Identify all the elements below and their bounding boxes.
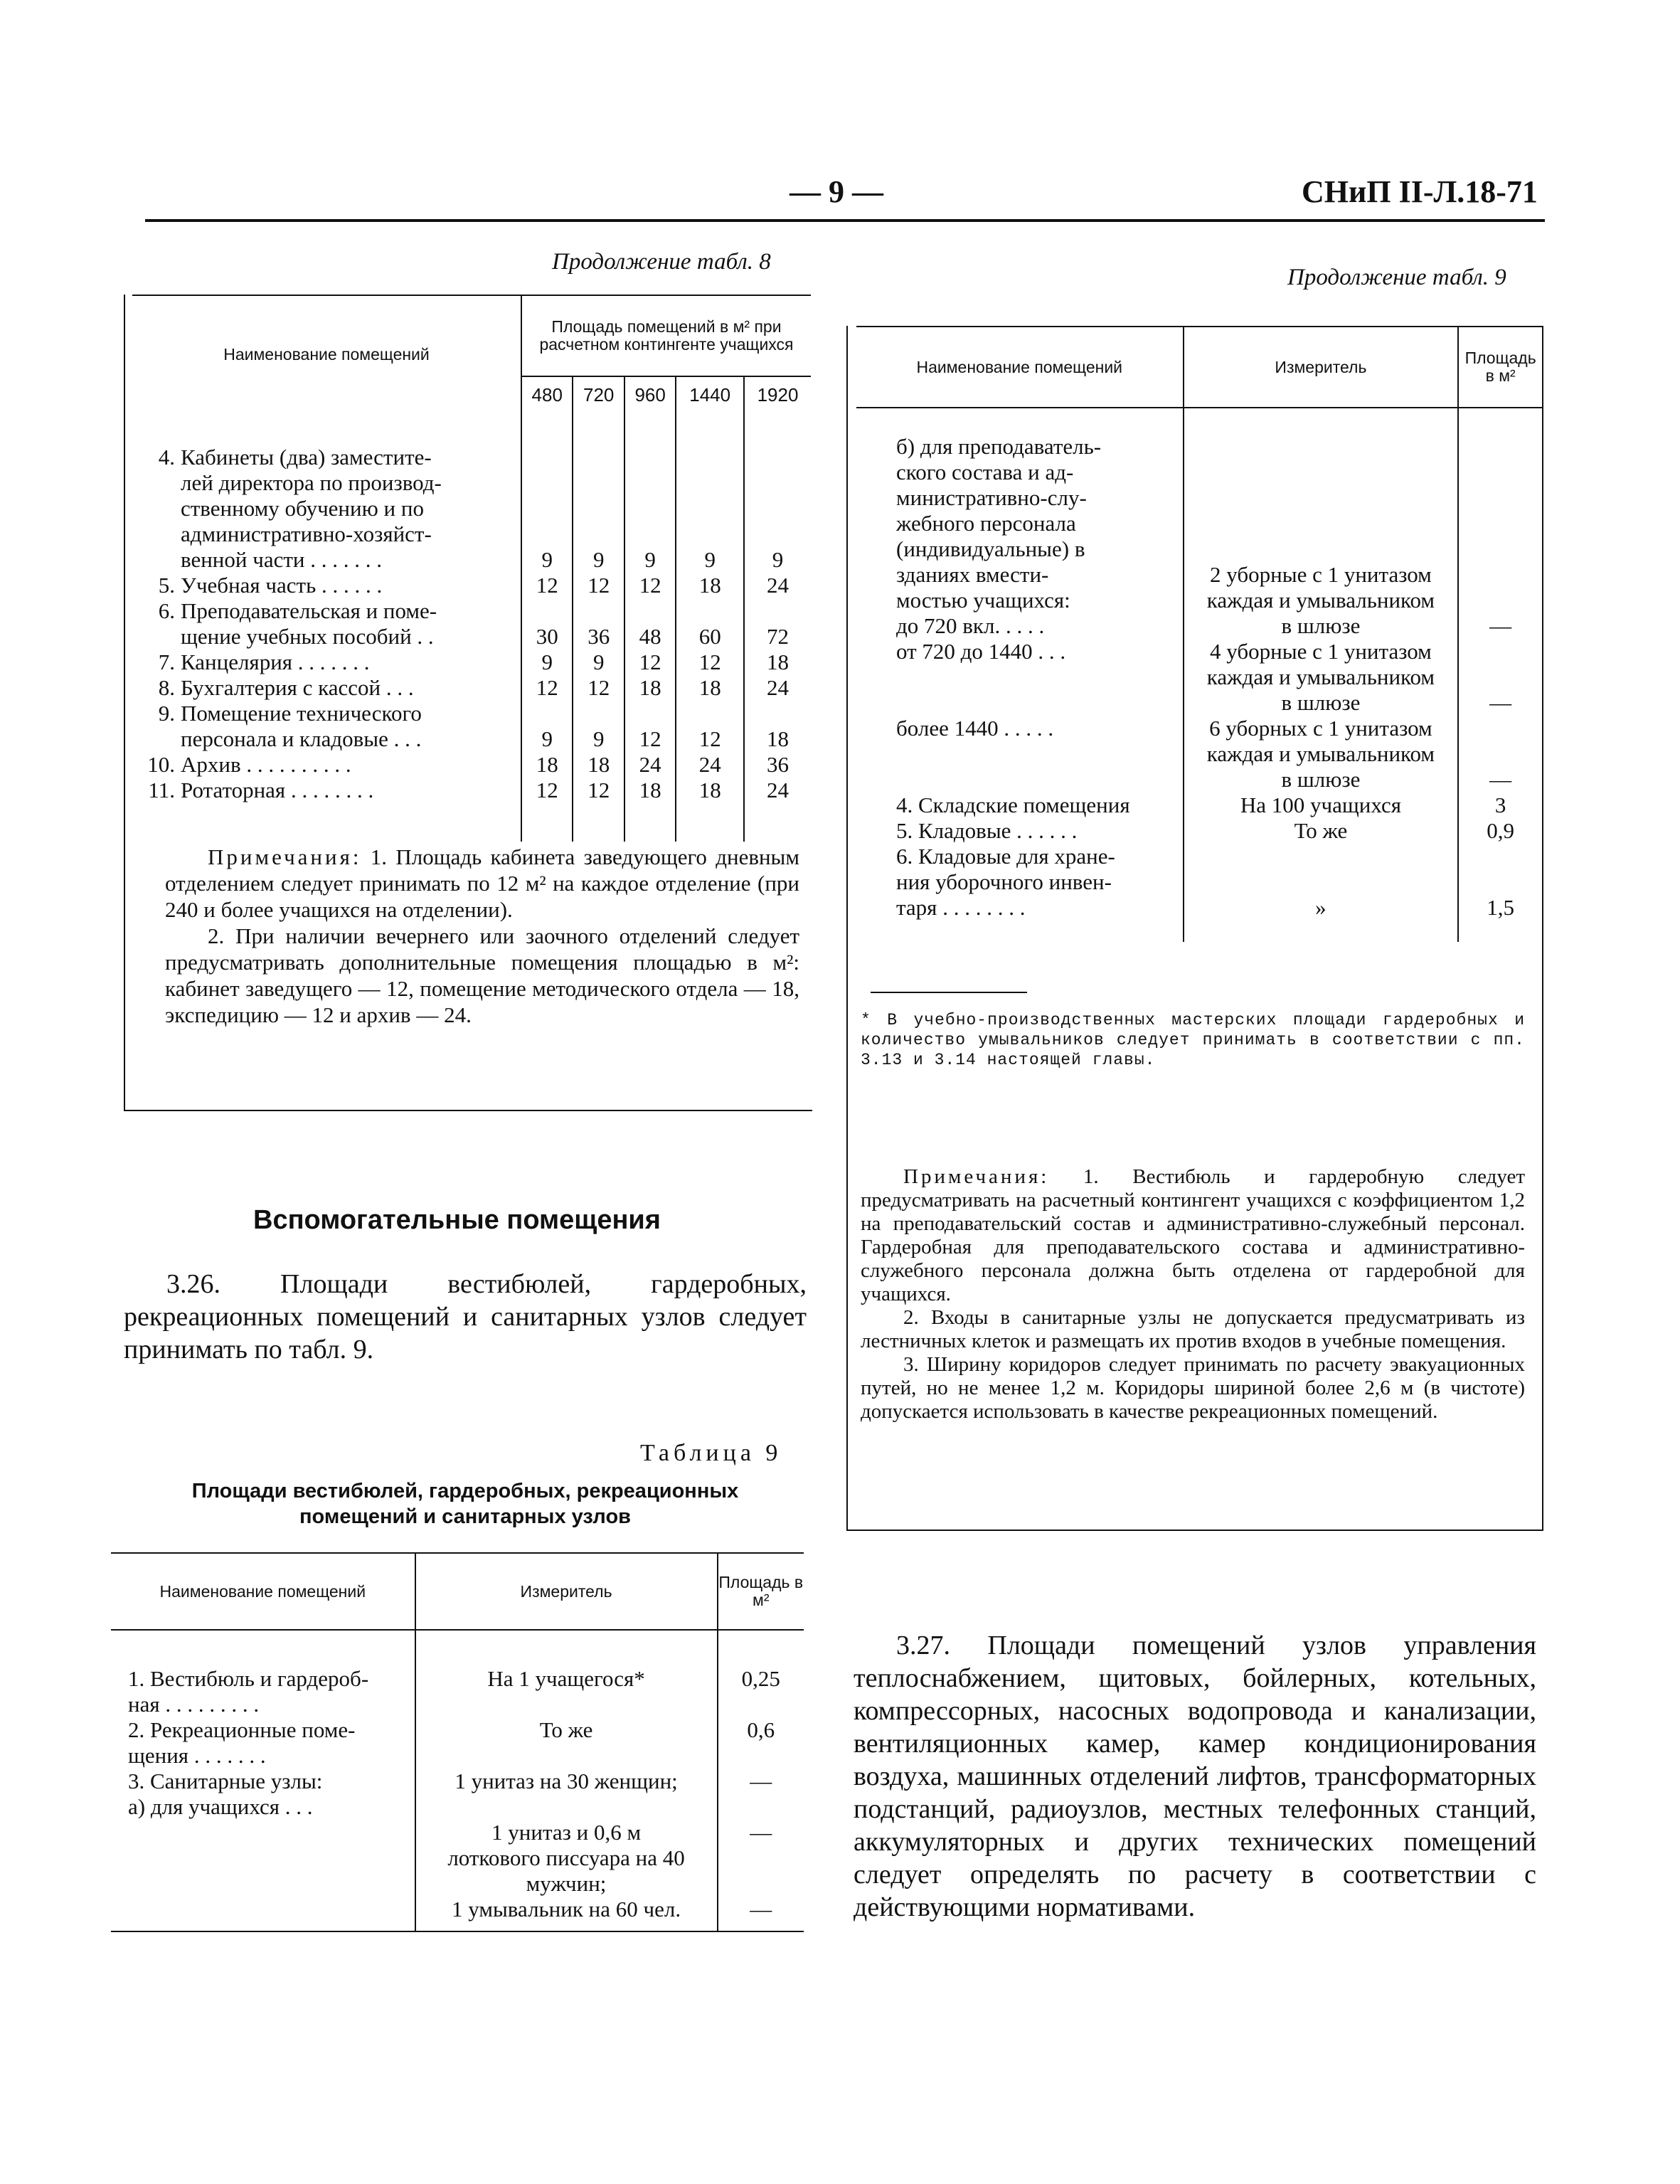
table9-bottom-rule bbox=[846, 1530, 1542, 1531]
table9-notes-label: Примечания: bbox=[903, 1165, 1050, 1188]
table9-cont-spacer-cell bbox=[1458, 408, 1542, 434]
table8-continuation-caption: Продолжение табл. 8 bbox=[552, 249, 771, 275]
table8-cell-value: 9 bbox=[573, 701, 624, 752]
table8-note-1: 1. Площадь кабинета заведующего дневным отделением следует принимать по 12 м² на каждое отделение (при 240 и более учащихся на отделении). bbox=[165, 844, 800, 922]
table8-spacer-row bbox=[132, 413, 811, 445]
table9-part1-body bbox=[111, 1630, 804, 1931]
table8-row-line: щение учебных пособий . . bbox=[181, 624, 434, 649]
table9-cont-row-meter: 6 уборных с 1 унитазом каждая и умывальником в шлюзе bbox=[1184, 716, 1459, 793]
table9-cont-row-name bbox=[856, 639, 1184, 716]
table9-note-2: 2. Входы в санитарные узлы не допускается предусматривать из лестничных клеток и размещать их против входов в учебные помещения. bbox=[861, 1306, 1525, 1352]
table8-cell-value: 9 bbox=[521, 701, 573, 752]
table8-row-line: Учебная часть . . . . . . bbox=[181, 573, 383, 598]
table8-row-line: Архив . . . . . . . . . . bbox=[181, 752, 351, 777]
table8-row-line: Канцелярия . . . . . . . bbox=[181, 650, 370, 674]
table9-row-meter: То же bbox=[415, 1717, 718, 1769]
table9-cont-header-meter: Измеритель bbox=[1184, 327, 1459, 408]
table9-row-area: — bbox=[718, 1897, 804, 1931]
table8-notes bbox=[165, 844, 799, 1028]
table9-footnote: * В учебно-производственных мастерских площади гардеробных и количество умывальников следует принимать в соответствии с пп. 3.13 и 3.14 настоящей главы. bbox=[861, 1011, 1525, 1069]
table8-cell-value: 24 bbox=[744, 573, 811, 598]
table9-cont-row-name-line: от 720 до 1440 . . . bbox=[896, 639, 1066, 664]
table8-cell-value: 9 bbox=[624, 445, 676, 573]
table8-row-name bbox=[132, 445, 521, 573]
table8-cell-value: 12 bbox=[521, 675, 573, 701]
table9-cont-row-name-line: ния уборочного инвен- bbox=[896, 869, 1112, 894]
table8-row-line: венной части . . . . . . . bbox=[181, 547, 382, 572]
table8-row-line: Бухгалтерия с кассой . . . bbox=[181, 675, 414, 700]
table9-cont-row-name-line: 6. Кладовые для хране- bbox=[896, 844, 1115, 869]
table8-contingent-720: 720 bbox=[573, 376, 624, 413]
table8-row bbox=[132, 701, 811, 752]
table9-cont-row-name-line: ского состава и ад- bbox=[896, 460, 1074, 484]
table8-cell-value: 24 bbox=[744, 778, 811, 803]
table8-row-name bbox=[132, 598, 521, 650]
table8-fill-cell bbox=[521, 803, 573, 842]
table8-row-line: Преподавательская и поме- bbox=[181, 598, 437, 623]
table9-cont-end-cell bbox=[1184, 921, 1459, 942]
table9-cont-row-area: 0,9 bbox=[1458, 818, 1542, 844]
table8-row-label bbox=[181, 650, 515, 675]
table9-row-area: 0,25 bbox=[718, 1666, 804, 1717]
table9-row-area: 0,6 bbox=[718, 1717, 804, 1769]
table9-cont-row-name-line: министративно-слу- bbox=[896, 485, 1087, 510]
table9-row-name bbox=[111, 1897, 415, 1931]
table9-row bbox=[111, 1666, 804, 1717]
table9-cont-row-name-line: б) для преподаватель- bbox=[896, 434, 1102, 459]
table8-cell-value: 24 bbox=[676, 752, 744, 778]
table9-cont-row-name-line: (индивидуальные) в bbox=[896, 536, 1085, 561]
table8-row-line: административно-хозяйст- bbox=[181, 521, 432, 546]
table9-header-meter: Измеритель bbox=[415, 1553, 718, 1630]
table8-fill-cell bbox=[624, 803, 676, 842]
table8-row-label bbox=[181, 573, 515, 598]
table9-row-name-line: 1. Вестибюль и гардероб- bbox=[128, 1666, 369, 1691]
table9-cont-row-name-line: 5. Кладовые . . . . . . bbox=[896, 818, 1078, 843]
table8-header-name: Наименование помещений bbox=[132, 295, 521, 413]
table9-note-3: 3. Ширину коридоров следует принимать по расчету эвакуационных путей, но не менее 1,2 м. Коридоры шириной более 2,6 м (в чистоте) допускается использовать в качестве рекреационных помещений. bbox=[861, 1353, 1525, 1423]
table8-contingent-480: 480 bbox=[521, 376, 573, 413]
table9-row-name bbox=[111, 1820, 415, 1897]
table8-cell-value: 9 bbox=[744, 445, 811, 573]
table8-row-label bbox=[181, 675, 515, 701]
table8-cell-value: 12 bbox=[624, 573, 676, 598]
table8-cell-value: 30 bbox=[521, 598, 573, 650]
section-heading: Вспомогательные помещения bbox=[253, 1205, 661, 1235]
table8-row-line: ственному обучению и по bbox=[181, 496, 424, 521]
table8-note-2: 2. При наличии вечернего или заочного отделений следует предусматривать дополнительные помещения площадью в м²: кабинет заведущего — 12, помещение методического отдела — 18, экспедицию — 12 и архив — 24. bbox=[165, 923, 799, 1027]
table9-cont-row bbox=[856, 844, 1542, 921]
table8-cell-value: 18 bbox=[573, 752, 624, 778]
table9-cont-row-meter: На 100 учащихся bbox=[1184, 793, 1459, 818]
table9-cont-spacer-row bbox=[856, 408, 1542, 434]
page-number: — 9 — bbox=[790, 174, 883, 209]
table9-cont-row bbox=[856, 716, 1542, 793]
table9-cont-row-area: — bbox=[1458, 639, 1542, 716]
paragraph-3-27: 3.27. Площади помещений узлов управления теплоснабжением, щитовых, бойлерных, котельных, компрессорных, насосных водопровода и канализации, вентиляционных камер, камер кондиционирования воздуха, машинных отделений лифтов, трансформаторных подстанций, радиоузлов, местных телефонных станций, аккумуляторных и других технических помещений следует определять по расчету в соответствии с действующими нормативами. bbox=[854, 1631, 1536, 1922]
table8-row bbox=[132, 675, 811, 701]
table8-body bbox=[132, 413, 811, 842]
table9-cont-row-meter: 4 уборные с 1 унитазом каждая и умывальником в шлюзе bbox=[1184, 639, 1459, 716]
table8-spacer-cell bbox=[573, 413, 624, 445]
table9-row-meter: 1 унитаз и 0,6 м лоткового писсуара на 40 мужчин; bbox=[415, 1820, 718, 1897]
table9-cont-row bbox=[856, 818, 1542, 844]
table8-cell-value: 18 bbox=[624, 675, 676, 701]
table9-row-name-line: 3. Санитарные узлы: bbox=[128, 1769, 323, 1793]
table8-cell-value: 12 bbox=[624, 650, 676, 675]
table8-cell-value: 12 bbox=[521, 573, 573, 598]
table8-contingent-1920: 1920 bbox=[744, 376, 811, 413]
table8-cell-value: 12 bbox=[521, 778, 573, 803]
table8-row bbox=[132, 598, 811, 650]
table9-row bbox=[111, 1717, 804, 1769]
table9-cont-end-cell bbox=[856, 921, 1184, 942]
table8-cell-value: 12 bbox=[676, 650, 744, 675]
table9-cont-row-name-line: таря . . . . . . . . bbox=[896, 895, 1026, 920]
table9-row-meter: На 1 учащегося* bbox=[415, 1666, 718, 1717]
table8-cell-value: 36 bbox=[744, 752, 811, 778]
table8-row-line: лей директора по производ- bbox=[181, 470, 442, 495]
table8 bbox=[132, 295, 811, 842]
table9-cont-row bbox=[856, 639, 1542, 716]
table9-cont-row-name-line: 4. Складские помещения bbox=[896, 793, 1130, 817]
table9-row-name-line: а) для учащихся . . . bbox=[128, 1794, 313, 1819]
table9-row-name-line: ная . . . . . . . . . bbox=[128, 1692, 260, 1717]
table9-label: Таблица 9 bbox=[640, 1440, 782, 1466]
table9-cont-row-name bbox=[856, 793, 1184, 818]
table8-row-name bbox=[132, 573, 521, 598]
table8-row-number: 5. bbox=[158, 573, 175, 598]
table8-row bbox=[132, 778, 811, 803]
table8-row bbox=[132, 752, 811, 778]
table8-notes-label: Примечания: bbox=[208, 844, 362, 869]
table9-cont-row-name bbox=[856, 716, 1184, 793]
table9-cont-header-name: Наименование помещений bbox=[856, 327, 1184, 408]
table8-spacer-cell bbox=[744, 413, 811, 445]
table8-cell-value: 18 bbox=[624, 778, 676, 803]
table8-row-line: Помещение технического bbox=[181, 701, 422, 726]
table9-row bbox=[111, 1769, 804, 1820]
table9-row-name bbox=[111, 1717, 415, 1769]
table8-cell-value: 9 bbox=[573, 445, 624, 573]
table9-spacer-row bbox=[111, 1630, 804, 1666]
table8-row-number: 4. bbox=[158, 445, 175, 470]
table9-cont-row-area: — bbox=[1458, 716, 1542, 793]
table9-cont-row-meter: » bbox=[1184, 844, 1459, 921]
table8-cell-value: 12 bbox=[573, 778, 624, 803]
table9-row-meter: 1 унитаз на 30 женщин; bbox=[415, 1769, 718, 1820]
table8-row-number: 6. bbox=[158, 598, 175, 623]
table9-row bbox=[111, 1820, 804, 1897]
table8-cell-value: 9 bbox=[676, 445, 744, 573]
table8-cell-value: 9 bbox=[521, 445, 573, 573]
table9-cont-row-name bbox=[856, 844, 1184, 921]
table8-row-label bbox=[181, 445, 515, 573]
table9-cont-end-row bbox=[856, 921, 1542, 942]
table8-cell-value: 48 bbox=[624, 598, 676, 650]
table9-cont-spacer-cell bbox=[1184, 408, 1459, 434]
table9-part1 bbox=[111, 1552, 804, 1932]
table9-cont-row-name-line: до 720 вкл. . . . . bbox=[896, 613, 1045, 638]
table9-row-area: — bbox=[718, 1820, 804, 1897]
table8-cell-value: 9 bbox=[521, 650, 573, 675]
table9-cont-row-area: 1,5 bbox=[1458, 844, 1542, 921]
table8-fill-cell bbox=[676, 803, 744, 842]
table9-cont-row-name-line: более 1440 . . . . . bbox=[896, 716, 1054, 741]
table8-cell-value: 18 bbox=[676, 675, 744, 701]
table8-row bbox=[132, 573, 811, 598]
table8-contingent-1440: 1440 bbox=[676, 376, 744, 413]
table9-header-area: Площадь в м² bbox=[718, 1553, 804, 1630]
table8-cell-value: 72 bbox=[744, 598, 811, 650]
table8-row-number: 11. bbox=[148, 778, 175, 802]
table9-row-name-line: щения . . . . . . . bbox=[128, 1743, 266, 1768]
table9-cont-spacer-cell bbox=[856, 408, 1184, 434]
table8-row-line: персонала и кладовые . . . bbox=[181, 726, 422, 751]
table9-cont-row-area: — bbox=[1458, 434, 1542, 639]
table9-cont-row-name-line: зданиях вмести- bbox=[896, 562, 1049, 587]
table8-cell-value: 18 bbox=[676, 778, 744, 803]
table9-note-1: 1. Вестибюль и гардеробную следует предусматривать на расчетный контингент учащихся с коэффициентом 1,2 на преподавательский состав и административно-служебный персонал. Гардеробная для преподавательского состава и административно-служебного персонала должна быть отделена от гардеробной для учащихся. bbox=[861, 1165, 1525, 1305]
table8-contingent-960: 960 bbox=[624, 376, 676, 413]
table8-cell-value: 18 bbox=[744, 701, 811, 752]
table9-cont-row-name-line: жебного персонала bbox=[896, 511, 1076, 536]
table8-row-label bbox=[181, 778, 515, 803]
table8-header-area: Площадь помещений в м² при расчетном контингенте учащихся bbox=[521, 295, 811, 376]
table9-row-meter: 1 умывальник на 60 чел. bbox=[415, 1897, 718, 1931]
table8-row-number: 9. bbox=[158, 701, 175, 726]
table8-row-number: 7. bbox=[158, 650, 175, 674]
table8-cell-value: 12 bbox=[624, 701, 676, 752]
paragraph-3-26: 3.26. Площади вестибюлей, гардеробных, рекреационных помещений и санитарных узлов следует принимать по табл. 9. bbox=[124, 1269, 807, 1364]
table9-row-name bbox=[111, 1769, 415, 1820]
table9-cont-row-area: 3 bbox=[1458, 793, 1542, 818]
table8-row bbox=[132, 445, 811, 573]
table9-cont-row-meter: 2 уборные с 1 унитазом каждая и умывальником в шлюзе bbox=[1184, 434, 1459, 639]
table9-cont-row-meter: То же bbox=[1184, 818, 1459, 844]
table8-cell-value: 18 bbox=[676, 573, 744, 598]
table9-spacer-cell bbox=[718, 1630, 804, 1666]
table8-row bbox=[132, 650, 811, 675]
table8-row-line: Ротаторная . . . . . . . . bbox=[181, 778, 374, 802]
table8-row-name bbox=[132, 675, 521, 701]
table9-cont-row bbox=[856, 793, 1542, 818]
table8-row-label bbox=[181, 701, 515, 752]
table8-fill-cell bbox=[744, 803, 811, 842]
table9-cont-row-name bbox=[856, 818, 1184, 844]
table9-part2-body bbox=[856, 408, 1542, 942]
table8-spacer-cell bbox=[521, 413, 573, 445]
table8-cell-value: 60 bbox=[676, 598, 744, 650]
table8-row-number: 8. bbox=[158, 675, 175, 700]
table8-spacer-cell bbox=[676, 413, 744, 445]
table9-notes bbox=[861, 1165, 1525, 1424]
table8-cell-value: 12 bbox=[573, 675, 624, 701]
table9-spacer-cell bbox=[111, 1630, 415, 1666]
table8-cell-value: 12 bbox=[676, 701, 744, 752]
header-rule bbox=[145, 219, 1545, 222]
table8-row-label bbox=[181, 752, 515, 778]
table8-row-name bbox=[132, 778, 521, 803]
table8-row-label bbox=[181, 598, 515, 650]
table9-continuation-caption: Продолжение табл. 9 bbox=[1287, 265, 1506, 290]
table8-cell-value: 12 bbox=[573, 573, 624, 598]
table8-cell-value: 18 bbox=[744, 650, 811, 675]
table8-row-name bbox=[132, 752, 521, 778]
table9-row-area: — bbox=[718, 1769, 804, 1820]
table8-row-line: Кабинеты (два) заместите- bbox=[181, 445, 432, 470]
table8-row-name bbox=[132, 701, 521, 752]
document-code: СНиП II-Л.18-71 bbox=[1302, 174, 1538, 209]
table9-cont-end-cell bbox=[1458, 921, 1542, 942]
table8-cell-value: 36 bbox=[573, 598, 624, 650]
table8-cell-value: 18 bbox=[521, 752, 573, 778]
table8-row-number: 10. bbox=[147, 752, 175, 777]
table9-spacer-cell bbox=[415, 1630, 718, 1666]
table9-row bbox=[111, 1897, 804, 1931]
table8-fill-cell bbox=[132, 803, 521, 842]
table9-row-name-line: 2. Рекреационные поме- bbox=[128, 1717, 356, 1742]
table9-row-name bbox=[111, 1666, 415, 1717]
table9-cont-row bbox=[856, 434, 1542, 639]
table9-cont-header-area: Площадь в м² bbox=[1458, 327, 1542, 408]
table8-fill-cell bbox=[573, 803, 624, 842]
table9-header-name: Наименование помещений bbox=[111, 1553, 415, 1630]
footnote-rule bbox=[871, 992, 1027, 993]
table8-cell-value: 9 bbox=[573, 650, 624, 675]
table8-cell-value: 24 bbox=[744, 675, 811, 701]
table8-spacer-cell bbox=[132, 413, 521, 445]
table8-spacer-cell bbox=[624, 413, 676, 445]
table9-part2 bbox=[856, 326, 1542, 942]
table8-row-name bbox=[132, 650, 521, 675]
table9-cont-row-name-line: мостью учащихся: bbox=[896, 588, 1070, 613]
table9-title: Площади вестибюлей, гардеробных, рекреационных помещений и санитарных узлов bbox=[191, 1480, 739, 1528]
table8-cell-value: 24 bbox=[624, 752, 676, 778]
table9-cont-row-name bbox=[856, 434, 1184, 639]
table8-fill-row bbox=[132, 803, 811, 842]
